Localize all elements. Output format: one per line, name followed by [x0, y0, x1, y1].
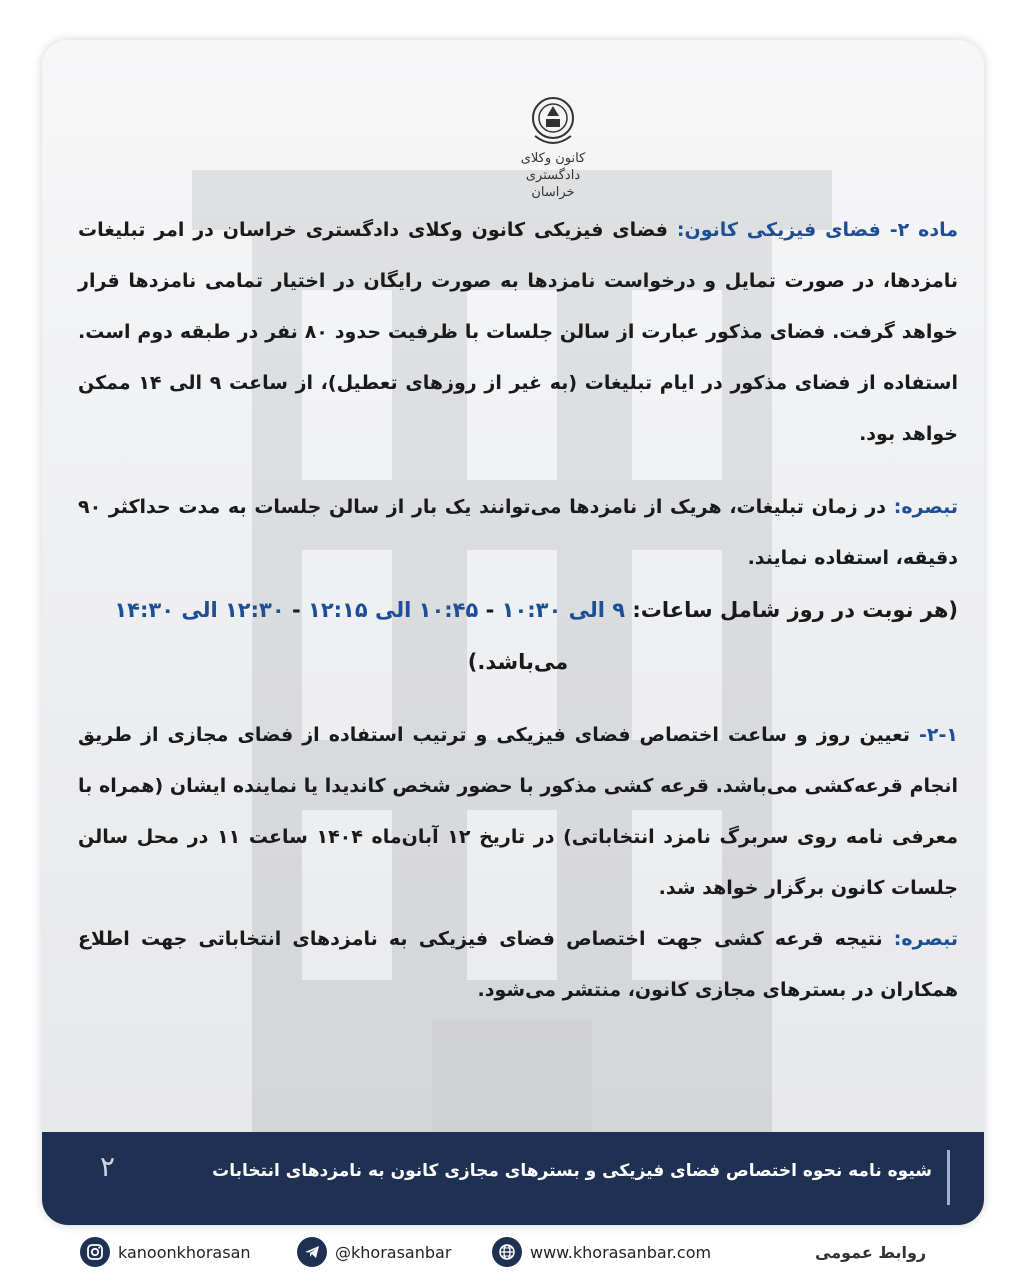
bar-association-logo: [513, 92, 593, 222]
note-2-body: نتیجه قرعه کشی جهت اختصاص فضای فیزیکی به نامزدهای انتخاباتی جهت اطلاع همکاران در بسترهای مجازی کانون، منتشر می‌شود.: [78, 928, 958, 1001]
main-content: [78, 205, 958, 1016]
globe-icon: [492, 1237, 522, 1267]
article-2-1-paragraph: [78, 710, 958, 914]
note-1-paragraph: [78, 482, 958, 584]
schedule-slot-3: ۱۲:۳۰ الی ۱۴:۳۰: [114, 598, 285, 622]
article-2-paragraph: [78, 205, 958, 460]
note-1-label: تبصره:: [893, 496, 958, 518]
schedule-prefix: (هر نوبت در روز شامل ساعات:: [625, 598, 958, 622]
website-contact[interactable]: [492, 1236, 711, 1268]
logo-text-line2: خراسان: [531, 185, 575, 200]
public-relations-label: روابط عمومی: [815, 1242, 927, 1262]
article-2-body: فضای فیزیکی کانون وکلای دادگستری خراسان در امر تبلیغات نامزدها، در صورت تمایل و درخواست نامزدها به صورت رایگان در اختیار تمامی نامزدها قرار خواهد گرفت. فضای مذکور عبارت از سالن جلسات با ظرفیت حدود ۸۰ نفر در طبقه دوم است. استفاده از فضای مذکور در ایام تبلیغات (به غیر از روزهای تعطیل)، از ساعت ۹ الی ۱۴ ممکن خواهد بود.: [78, 219, 958, 445]
schedule-paragraph: [78, 584, 958, 688]
note-1-body: در زمان تبلیغات، هریک از نامزدها می‌توانند یک بار از سالن جلسات به مدت حداکثر ۹۰ دقیقه، استفاده نمایند.: [78, 496, 958, 569]
website-url: www.khorasanbar.com: [530, 1242, 712, 1262]
instagram-handle: kanoonkhorasan: [118, 1242, 251, 1262]
emblem-icon: [530, 92, 576, 150]
schedule-separator-1: -: [478, 598, 502, 622]
article-2-1-body: تعیین روز و ساعت اختصاص فضای فیزیکی و ترتیب استفاده از فضای مجازی از طریق انجام قرعه‌کشی می‌باشد. قرعه کشی مذکور با حضور شخص کاندیدا یا نماینده ایشان (همراه با معرفی نامه روی سربرگ نامزد انتخاباتی) در تاریخ ۱۲ آبان‌ماه ۱۴۰۴ ساعت ۱۱ در محل سالن جلسات کانون برگزار خواهد شد.: [78, 724, 959, 899]
article-2-heading: ماده ۲- فضای فیزیکی کانون:: [676, 219, 958, 241]
note-2-paragraph: [78, 914, 958, 1016]
footer-title: شیوه نامه نحوه اختصاص فضای فیزیکی و بسترهای مجازی کانون به نامزدهای انتخابات: [212, 1161, 932, 1181]
telegram-handle: @khorasanbar: [335, 1242, 452, 1262]
schedule-slot-1: ۹ الی ۱۰:۳۰: [501, 598, 626, 622]
page-number: ۲: [100, 1150, 116, 1183]
schedule-separator-2: -: [284, 598, 308, 622]
schedule-slot-2: ۱۰:۴۵ الی ۱۲:۱۵: [308, 598, 479, 622]
schedule-suffix: می‌باشد.): [467, 650, 569, 674]
footer-separator: [947, 1150, 950, 1205]
logo-text-line1: کانون وکلای دادگستری: [520, 151, 586, 183]
instagram-contact[interactable]: [80, 1236, 251, 1268]
note-2-label: تبصره:: [893, 928, 958, 950]
article-2-1-heading: ۲-۱-: [919, 724, 958, 746]
telegram-icon: [297, 1237, 327, 1267]
instagram-icon: [80, 1237, 110, 1267]
telegram-contact[interactable]: [297, 1236, 451, 1268]
